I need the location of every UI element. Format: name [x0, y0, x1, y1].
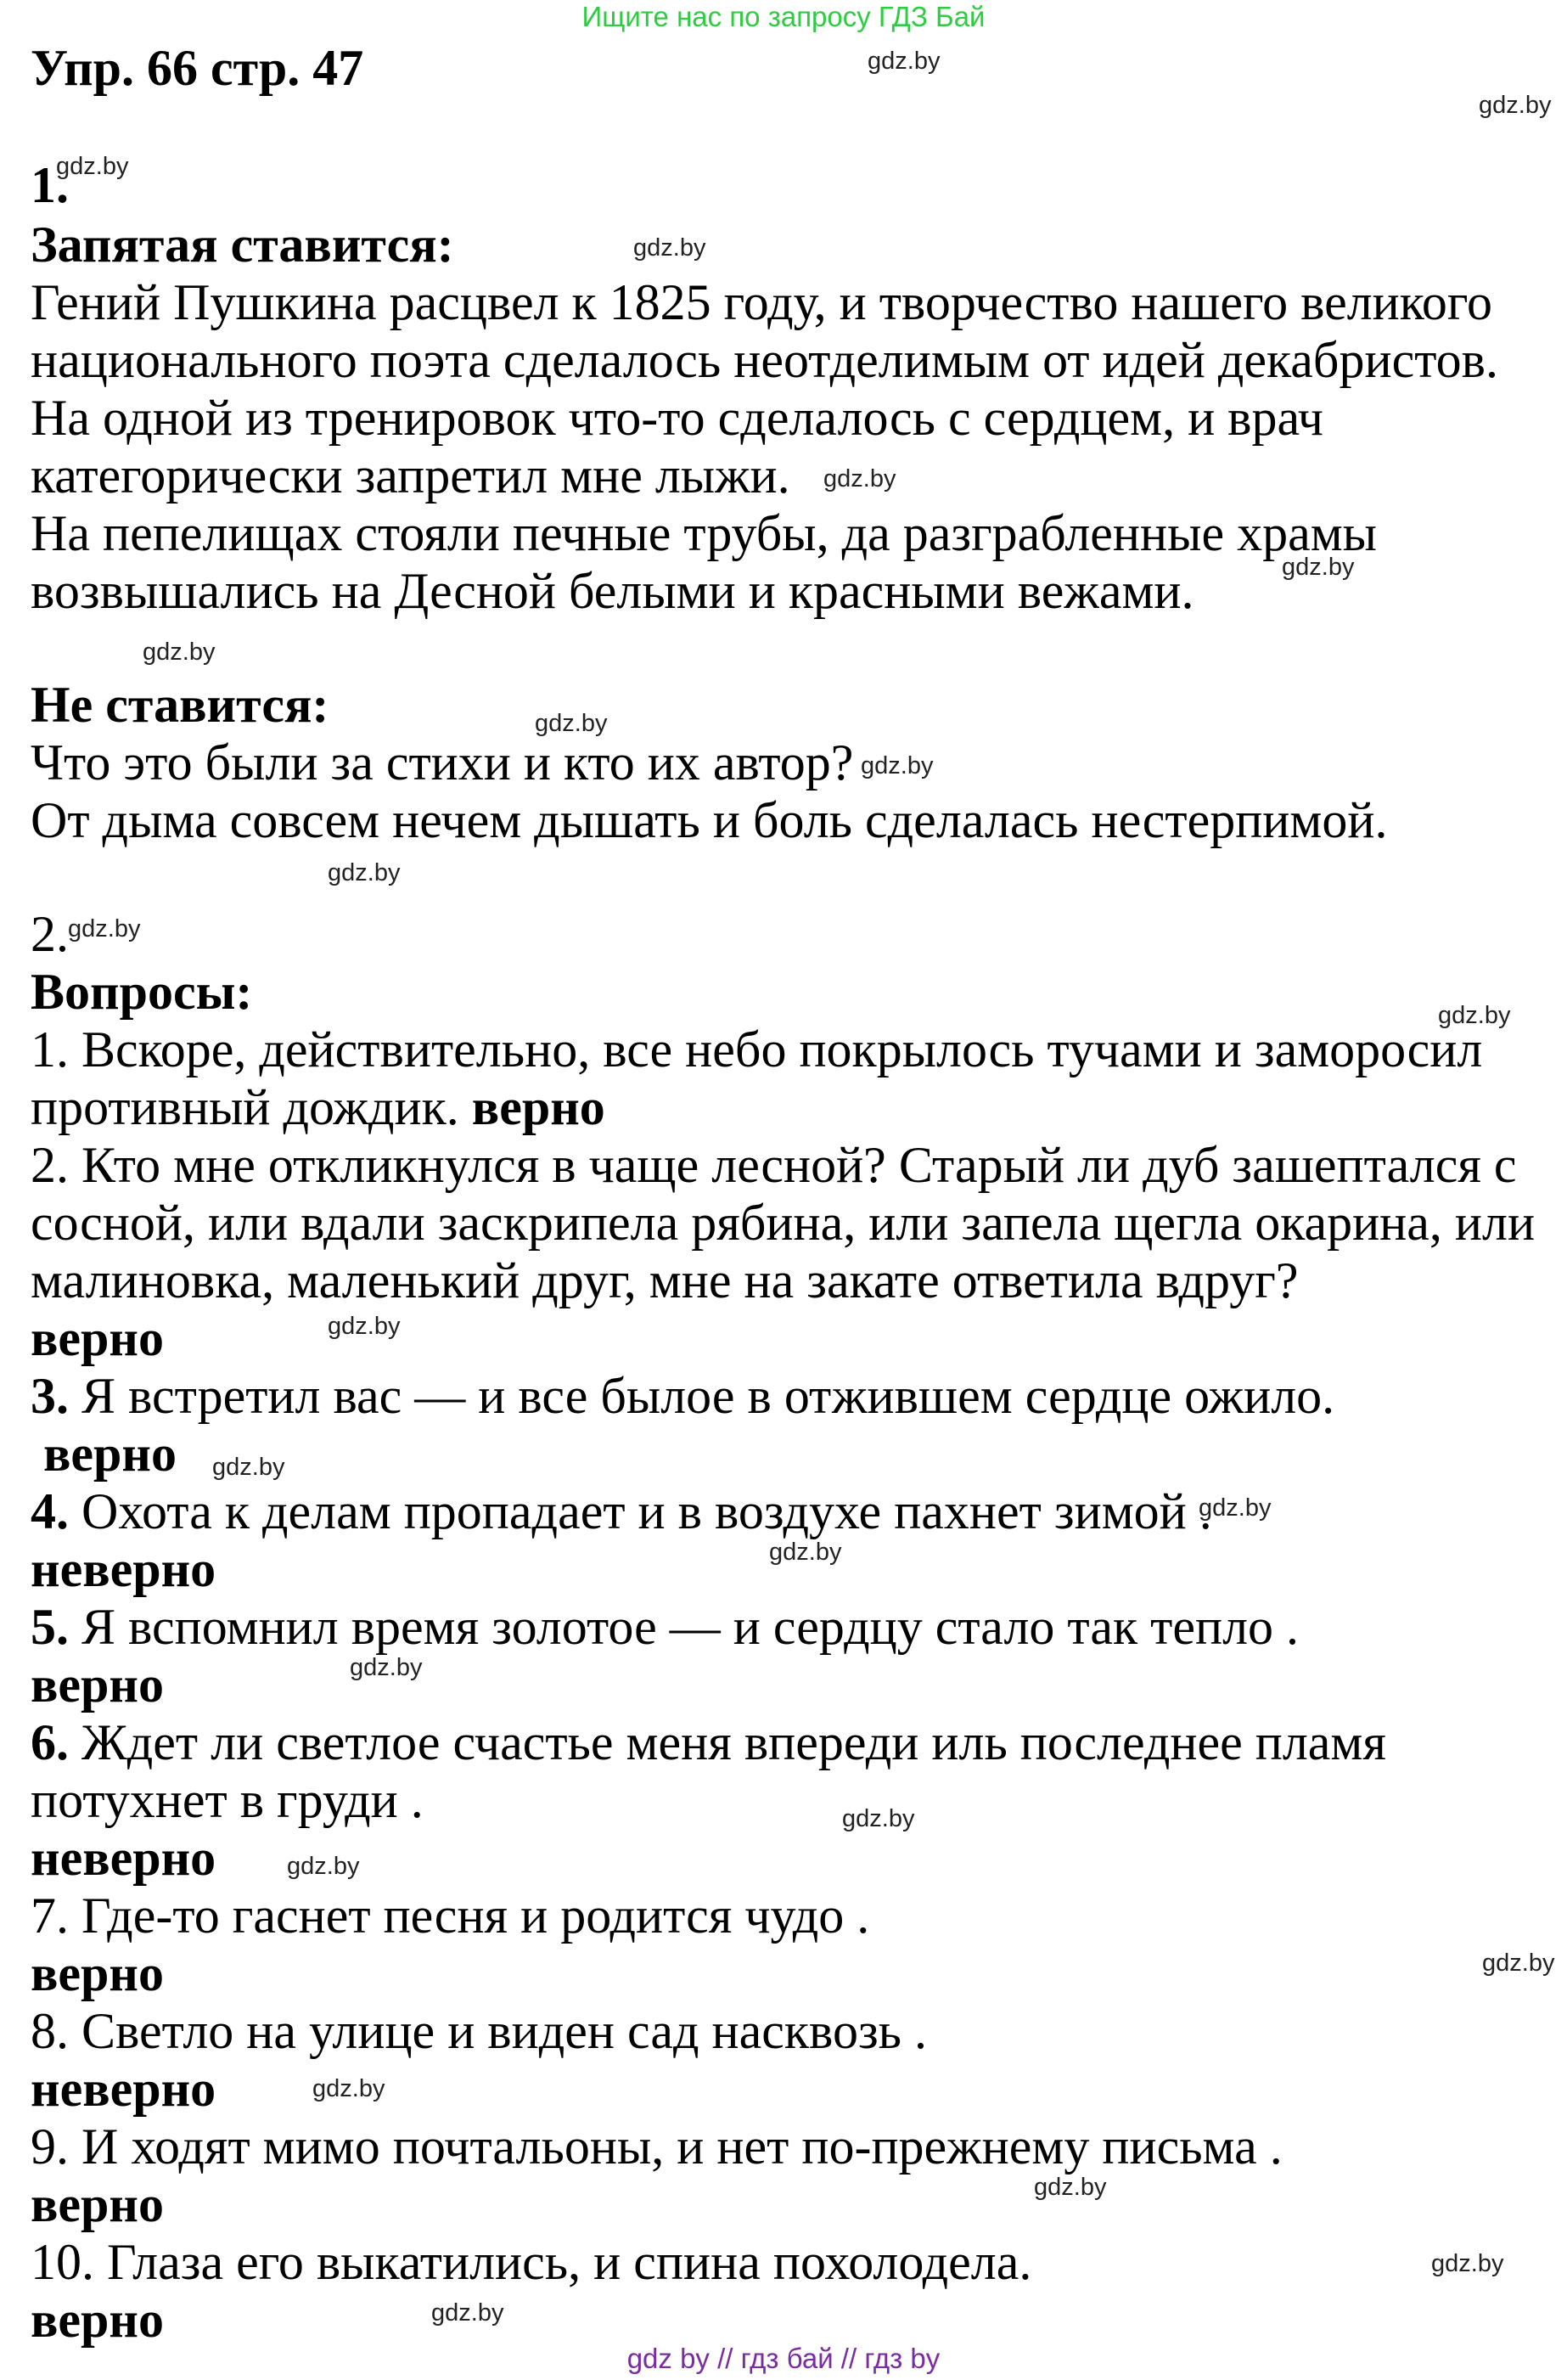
watermark-15: gdz.by	[1199, 1494, 1272, 1522]
watermark-6: gdz.by	[1282, 554, 1355, 581]
heading-no-comma: Не ставится:	[31, 677, 329, 733]
watermark-8: gdz.by	[535, 710, 608, 737]
question-1-number: 1.	[31, 1021, 69, 1077]
comma-line-3: На одной из тренировок что-то сделалось с сердцем, и врач	[31, 390, 1323, 446]
part1-number: 1.	[31, 157, 69, 213]
answer-6: неверно	[31, 1830, 216, 1886]
question-8-line-1: 8. Светло на улице и виден сад насквозь .	[31, 2003, 928, 2059]
heading-questions: Вопросы:	[31, 964, 253, 1020]
watermark-21: gdz.by	[312, 2075, 385, 2102]
watermark-23: gdz.by	[1431, 2250, 1504, 2277]
question-1-line-1: 1. Вскоре, действительно, все небо покрылось тучами и заморосил	[31, 1021, 1483, 1077]
heading-comma: Запятая ставится:	[31, 217, 454, 273]
question-5-line-1: 5. Я вспомнил время золотое — и сердцу стало так тепло .	[31, 1599, 1300, 1655]
exercise-title: Упр. 66 стр. 47	[31, 40, 364, 96]
footer-links[interactable]: gdz by // гдз бай // гдз by	[626, 2343, 941, 2374]
watermark-9: gdz.by	[861, 752, 934, 779]
question-9-number: 9.	[31, 2118, 69, 2175]
watermark-10: gdz.by	[328, 859, 401, 886]
answer-3: верно	[31, 1426, 177, 1482]
question-3-number: 3.	[31, 1368, 69, 1424]
question-10-number: 10.	[31, 2234, 94, 2290]
comma-line-2: национального поэта сделалось неотделимым от идей декабристов.	[31, 332, 1498, 388]
question-7-number: 7.	[31, 1888, 69, 1944]
no-comma-line-2: От дыма совсем нечем дышать и боль сделалась нестерпимой.	[31, 792, 1388, 848]
question-10-line-1: 10. Глаза его выкатились, и спина похолодела.	[31, 2234, 1032, 2290]
answer-1: верно	[471, 1079, 605, 1135]
question-1-line-2: противный дождик. верно	[31, 1079, 605, 1135]
answer-10: верно	[31, 2292, 164, 2348]
question-6-line-2: потухнет в груди .	[31, 1772, 424, 1828]
watermark-7: gdz.by	[143, 639, 216, 666]
comma-line-4: категорически запретил мне лыжи.	[31, 447, 790, 504]
watermark-1: gdz.by	[868, 48, 941, 75]
watermark-16: gdz.by	[769, 1539, 842, 1566]
watermark-13: gdz.by	[328, 1313, 401, 1340]
answer-7: верно	[31, 1945, 164, 2001]
question-2-line-3: малиновка, маленький друг, мне на закате ответила вдруг?	[31, 1252, 1299, 1308]
watermark-24: gdz.by	[431, 2299, 504, 2327]
watermark-4: gdz.by	[633, 234, 706, 262]
question-5-number: 5.	[31, 1599, 69, 1655]
watermark-11: gdz.by	[68, 915, 141, 942]
comma-line-1: Гений Пушкина расцвел к 1825 году, и творчество нашего великого	[31, 274, 1492, 330]
top-banner[interactable]: Ищите нас по запросу ГДЗ Бай	[581, 1, 986, 32]
comma-line-6: возвышались на Десной белыми и красными вежами.	[31, 563, 1194, 619]
question-2-number: 2.	[31, 1137, 69, 1193]
question-2-line-1: 2. Кто мне откликнулся в чаще лесной? Старый ли дуб зашептался с	[31, 1137, 1517, 1193]
part2-number: 2.	[31, 906, 69, 962]
question-2-line-2: сосной, или вдали заскрипела рябина, или запела щегла окарина, или	[31, 1195, 1536, 1251]
answer-8: неверно	[31, 2061, 216, 2117]
watermark-5: gdz.by	[823, 465, 896, 492]
question-3-line-1: 3. Я встретил вас — и все былое в отжившем сердце ожило.	[31, 1368, 1335, 1424]
watermark-19: gdz.by	[287, 1853, 360, 1880]
watermark-3: gdz.by	[56, 153, 129, 180]
answer-2: верно	[31, 1310, 164, 1366]
watermark-14: gdz.by	[212, 1454, 285, 1481]
question-7-line-1: 7. Где-то гаснет песня и родится чудо .	[31, 1888, 870, 1944]
question-4-number: 4.	[31, 1483, 69, 1539]
answer-4: неверно	[31, 1541, 216, 1597]
comma-line-5: На пепелищах стояли печные трубы, да разграбленные храмы	[31, 505, 1377, 561]
watermark-20: gdz.by	[1482, 1950, 1555, 1977]
watermark-2: gdz.by	[1479, 92, 1552, 119]
watermark-12: gdz.by	[1438, 1002, 1511, 1029]
watermark-17: gdz.by	[350, 1654, 423, 1681]
question-6-number: 6.	[31, 1714, 69, 1770]
question-8-number: 8.	[31, 2003, 69, 2059]
question-4-line-1: 4. Охота к делам пропадает и в воздухе пахнет зимой .	[31, 1483, 1212, 1539]
answer-5: верно	[31, 1657, 164, 1713]
question-9-line-1: 9. И ходят мимо почтальоны, и нет по-прежнему письма .	[31, 2118, 1283, 2175]
watermark-22: gdz.by	[1034, 2174, 1107, 2201]
answer-9: верно	[31, 2176, 164, 2232]
question-6-line-1: 6. Ждет ли светлое счастье меня впереди иль последнее пламя	[31, 1714, 1386, 1770]
no-comma-line-1: Что это были за стихи и кто их автор?	[31, 734, 854, 791]
watermark-18: gdz.by	[842, 1805, 915, 1832]
